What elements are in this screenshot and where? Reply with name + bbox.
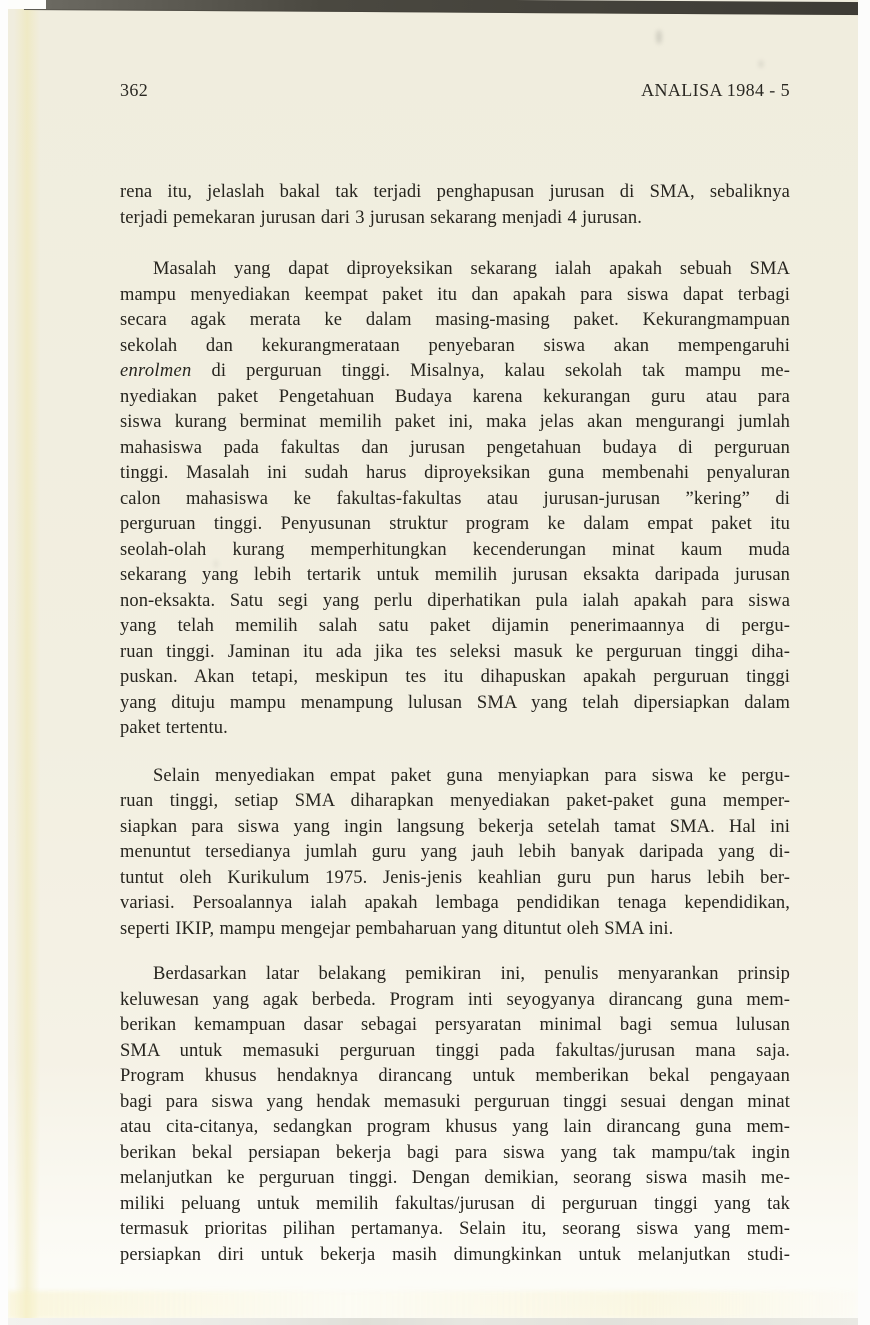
text-line: sekarang yang lebih tertarik untuk memilih jurusan eksakta daripada jurusan xyxy=(120,565,790,585)
text-line: enrolmen di perguruan tinggi. Misalnya, kalau sekolah tak mampu me- xyxy=(120,361,790,381)
paragraph xyxy=(120,257,790,742)
text-line: seperti IKIP, mampu mengejar pembaharuan yang dituntut oleh SMA ini. xyxy=(120,918,674,939)
page-number: 362 xyxy=(120,80,149,100)
text-line: Selain menyediakan empat paket guna menyiapkan para siswa ke pergu- xyxy=(153,765,790,786)
text-line: mampu menyediakan keempat paket itu dan apakah para siswa dapat terbagi xyxy=(120,284,790,305)
journal-header: ANALISA 1984 - 5 xyxy=(641,80,790,100)
text-line: SMA untuk memasuki perguruan tinggi pada fakultas/jurusan mana saja. xyxy=(120,1040,790,1061)
text-line: miliki peluang untuk memilih fakultas/jurusan di perguruan tinggi yang tak xyxy=(120,1193,790,1214)
text-line: berikan kemampuan dasar sebagai persyaratan minimal bagi semua lulusan xyxy=(120,1015,790,1035)
text-line: terjadi pemekaran jurusan dari 3 jurusan sekarang menjadi 4 jurusan. xyxy=(120,207,642,228)
text-line: termasuk prioritas pilihan pertamanya. Selain itu, seorang siswa yang mem- xyxy=(120,1219,790,1239)
scan-smudge xyxy=(758,60,764,68)
scan-artifact-bottom-band xyxy=(8,1318,858,1325)
page-header xyxy=(120,80,790,106)
text-line: persiapkan diri untuk bekerja masih dimungkinkan untuk melanjutkan studi- xyxy=(120,1244,790,1265)
text-line: tinggi. Masalah ini sudah harus diproyeksikan guna membenahi penyaluran xyxy=(120,463,790,483)
text-line: nyediakan paket Pengetahuan Budaya karena kekurangan guru atau para xyxy=(120,386,790,407)
scan-edge-right xyxy=(858,0,870,1325)
text-line: seolah-olah kurang memperhitungkan kecenderungan minat kaum muda xyxy=(120,539,790,560)
text-line: yang telah memilih salah satu paket dijamin penerimaannya di pergu- xyxy=(120,616,790,636)
text-line: ruan tinggi, setiap SMA diharapkan menyediakan paket-paket guna memper- xyxy=(120,791,790,811)
text-line: secara agak merata ke dalam masing-masing paket. Kekurangmampuan xyxy=(120,310,790,330)
text-line: sekolah dan kekurangmerataan penyebaran siswa akan mempengaruhi xyxy=(120,335,790,356)
text-line: paket tertentu. xyxy=(120,718,228,738)
text-line: calon mahasiswa ke fakultas-fakultas atau jurusan-jurusan ”kering” di xyxy=(120,488,790,509)
text-line: berikan bekal persiapan bekerja bagi para siswa yang tak mampu/tak ingin xyxy=(120,1142,790,1163)
paragraph xyxy=(120,962,790,1268)
page-body xyxy=(120,180,790,1268)
text-line: yang dituju mampu menampung lulusan SMA yang telah dipersiapkan dalam xyxy=(120,692,790,713)
text-line: menuntut tersedianya jumlah guru yang jauh lebih banyak daripada yang di- xyxy=(120,842,790,862)
text-line: rena itu, jelaslah bakal tak terjadi penghapusan jurusan di SMA, sebaliknya xyxy=(120,182,790,202)
scan-smudge xyxy=(656,30,662,44)
text-line: tuntut oleh Kurikulum 1975. Jenis-jenis keahlian guru pun harus lebih ber- xyxy=(120,867,790,888)
scan-edge-left xyxy=(0,0,8,1325)
text-line: Berdasarkan latar belakang pemikiran ini, penulis menyarankan prinsip xyxy=(153,964,790,984)
text-line: Program khusus hendaknya dirancang untuk memberikan bekal pengayaan xyxy=(120,1066,790,1086)
text-line: siswa kurang berminat memilih paket ini, maka jelas akan mengurangi jumlah xyxy=(120,412,790,432)
paragraph xyxy=(120,180,790,231)
text-line: atau cita-citanya, sedangkan program khusus yang lain dirancang guna mem- xyxy=(120,1117,790,1137)
text-line: mahasiswa pada fakultas dan jurusan pengetahuan budaya di perguruan xyxy=(120,437,790,458)
text-line: Masalah yang dapat diproyeksikan sekarang ialah apakah sebuah SMA xyxy=(153,259,790,279)
text-line: bagi para siswa yang hendak memasuki perguruan tinggi sesuai dengan minat xyxy=(120,1091,790,1112)
text-line: puskan. Akan tetapi, meskipun tes itu dihapuskan apakah perguruan tinggi xyxy=(120,667,790,687)
text-line: non-eksakta. Satu segi yang perlu diperhatikan pula ialah apakah para siswa xyxy=(120,590,790,611)
text-line: siapkan para siswa yang ingin langsung bekerja setelah tamat SMA. Hal ini xyxy=(120,816,790,837)
text-line: variasi. Persoalannya ialah apakah lembaga pendidikan tenaga kependidikan, xyxy=(120,893,790,913)
text-line: keluwesan yang agak berbeda. Program inti seyogyanya dirancang guna mem- xyxy=(120,989,790,1010)
text-line: perguruan tinggi. Penyusunan struktur program ke dalam empat paket itu xyxy=(120,514,790,534)
text-line: ruan tinggi. Jaminan itu ada jika tes seleksi masuk ke perguruan tinggi diha- xyxy=(120,641,790,662)
paragraph xyxy=(120,764,790,943)
text-line: melanjutkan ke perguruan tinggi. Dengan demikian, seorang siswa masih me- xyxy=(120,1168,790,1188)
